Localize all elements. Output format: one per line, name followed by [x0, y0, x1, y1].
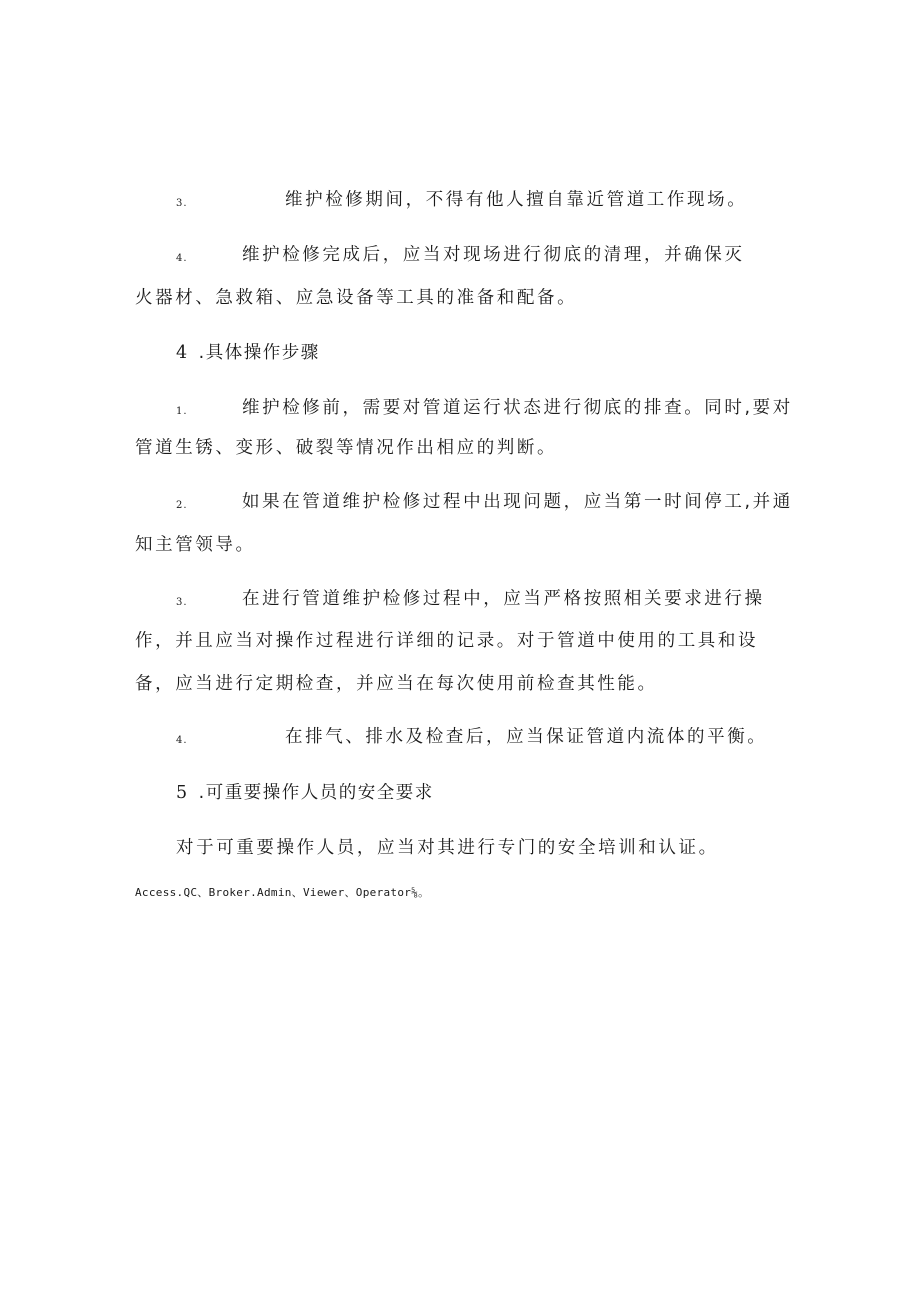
- paragraph-line: 维护检修完成后，应当对现场进行彻底的清理，并确保灭: [242, 245, 745, 265]
- paragraph-line: 在进行管道维护检修过程中，应当严格按照相关要求进行操: [242, 589, 765, 609]
- section-heading: [176, 781, 434, 805]
- step-number: 4.: [176, 735, 188, 746]
- item-number: 4.: [176, 253, 188, 264]
- paragraph-line: 火器材、急救箱、应急设备等工具的准备和配备。: [135, 288, 578, 308]
- paragraph-line: 知主管领导。: [135, 535, 256, 555]
- paragraph-line: 维护检修期间，不得有他人擅自靠近管道工作现场。: [285, 190, 748, 210]
- step-number: 2.: [176, 500, 188, 511]
- step-number: 1.: [176, 406, 188, 417]
- section-heading: [176, 341, 320, 365]
- paragraph-line: 备，应当进行定期检查，并应当在每次使用前检查其性能。: [135, 674, 658, 694]
- step-number: 3.: [176, 597, 188, 608]
- section-title: .具体操作步骤: [198, 343, 320, 363]
- roles-line: Access.QC、Broker.Admin、Viewer、Operator⅝。: [135, 886, 430, 899]
- section-title: .可重要操作人员的安全要求: [198, 783, 434, 803]
- section-number: 4: [176, 343, 189, 363]
- paragraph-line: 如果在管道维护检修过程中出现问题，应当第一时间停工,并通: [242, 492, 793, 512]
- paragraph-line: 作，并且应当对操作过程进行详细的记录。对于管道中使用的工具和设: [135, 631, 759, 651]
- section-number: 5: [176, 783, 189, 803]
- paragraph-line: 管道生锈、变形、破裂等情况作出相应的判断。: [135, 438, 558, 458]
- paragraph-line: 在排气、排水及检查后，应当保证管道内流体的平衡。: [285, 727, 768, 747]
- item-number: 3.: [176, 198, 188, 209]
- paragraph-line: 对于可重要操作人员，应当对其进行专门的安全培训和认证。: [176, 838, 719, 858]
- paragraph-line: 维护检修前，需要对管道运行状态进行彻底的排查。同时,要对: [242, 398, 793, 418]
